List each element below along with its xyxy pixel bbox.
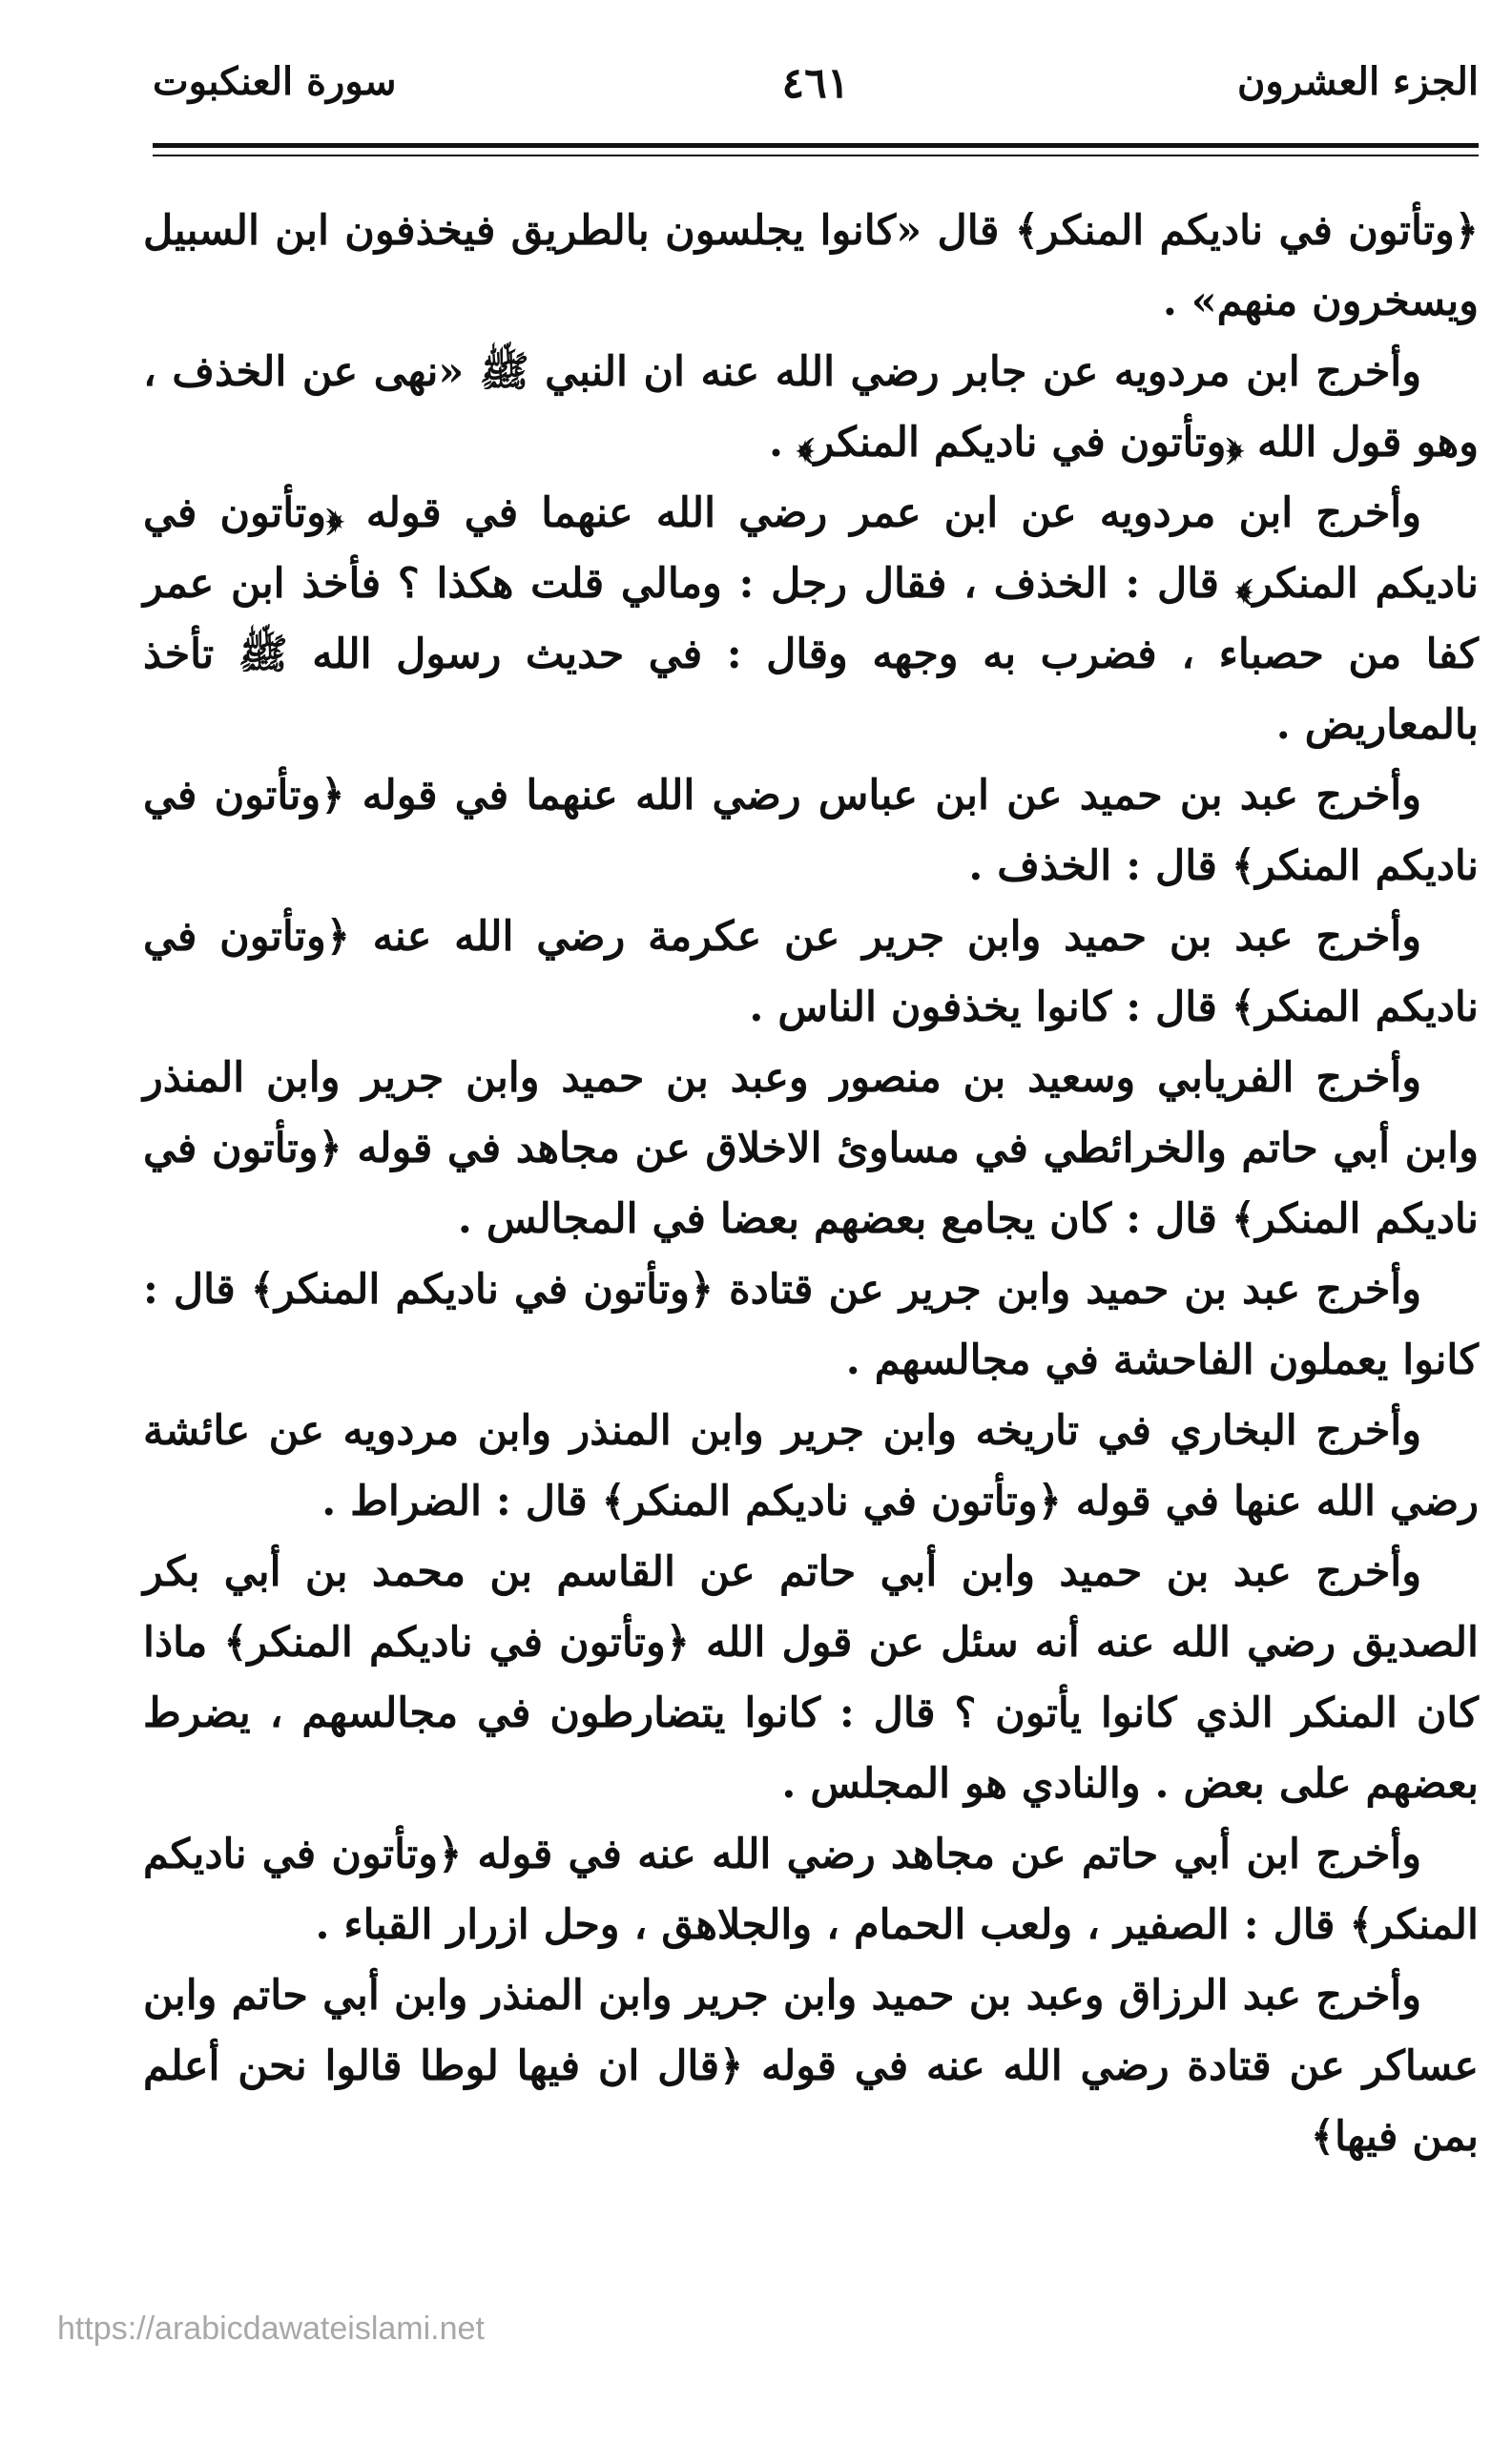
page-header — [153, 59, 1479, 135]
paragraph: وأخرج عبد الرزاق وعبد بن حميد وابن جرير وابن المنذر وابن أبي حاتم وابن عساكر عن قتادة رضي الله عنه في قوله ﴿قال ان فيها لوطا قالوا نحن أعلم بمن فيها﴾ — [143, 1972, 1479, 2161]
surah-title: سورة العنكبوت — [153, 59, 397, 104]
paragraph: وأخرج ابن أبي حاتم عن مجاهد رضي الله عنه في قوله ﴿وتأتون في ناديكم المنكر﴾ قال : الصفير ، ولعب الحمام ، والجلاهق ، وحل ازرار القباء . — [143, 1831, 1479, 1949]
paragraph: وأخرج عبد بن حميد وابن جرير عن قتادة ﴿وتأتون في ناديكم المنكر﴾ قال : كانوا يعملون الفاحشة في مجالسهم . — [143, 1266, 1479, 1384]
paragraph: ﴿وتأتون في ناديكم المنكر﴾ قال «كانوا يجلسون بالطريق فيخذفون ابن السبيل ويسخرون منهم» . — [143, 207, 1479, 325]
paragraph: وأخرج ابن مردويه عن جابر رضي الله عنه ان النبي ﷺ «نهى عن الخذف ، وهو قول الله ﴿وتأتون في ناديكم المنكر﴾ . — [143, 348, 1479, 466]
header-rule-thin — [153, 155, 1479, 156]
paragraph: وأخرج عبد بن حميد عن ابن عباس رضي الله عنهما في قوله ﴿وتأتون في ناديكم المنكر﴾ قال : الخذف . — [143, 772, 1479, 890]
paragraph: وأخرج عبد بن حميد وابن أبي حاتم عن القاسم بن محمد بن أبي بكر الصديق رضي الله عنه أنه سئل عن قول الله ﴿وتأتون في ناديكم المنكر﴾ ماذا كان المنكر الذي كانوا يأتون ؟ قال : كانوا يتضارطون في مجالسهم ، يضرط بعضهم على بعض . والنادي هو المجلس . — [143, 1548, 1479, 1808]
paragraph: وأخرج الفريابي وسعيد بن منصور وعبد بن حميد وابن جرير وابن المنذر وابن أبي حاتم والخرائطي في مساوئ الاخلاق عن مجاهد في قوله ﴿وتأتون في ناديكم المنكر﴾ قال : كان يجامع بعضهم بعضا في المجالس . — [143, 1054, 1479, 1243]
header-rule-thick — [153, 143, 1479, 148]
part-title: الجزء العشرون — [1237, 59, 1479, 104]
page-body — [143, 196, 1479, 2172]
paragraph: وأخرج ابن مردويه عن ابن عمر رضي الله عنهما في قوله ﴿وتأتون في ناديكم المنكر﴾ قال : الخذف ، فقال رجل : ومالي قلت هكذا ؟ فأخذ ابن عمر كفا من حصباء ، فضرب به وجهه وقال : في حديث رسول الله ﷺ تأخذ بالمعاريض . — [143, 489, 1479, 749]
paragraph: وأخرج عبد بن حميد وابن جرير عن عكرمة رضي الله عنه ﴿وتأتون في ناديكم المنكر﴾ قال : كانوا يخذفون الناس . — [143, 913, 1479, 1031]
paragraph: وأخرج البخاري في تاريخه وابن جرير وابن المنذر وابن مردويه عن عائشة رضي الله عنها في قوله ﴿وتأتون في ناديكم المنكر﴾ قال : الضراط . — [143, 1407, 1479, 1525]
source-watermark: https://arabicdawateislami.net — [57, 2310, 485, 2347]
page-number: ٤٦١ — [781, 59, 850, 108]
